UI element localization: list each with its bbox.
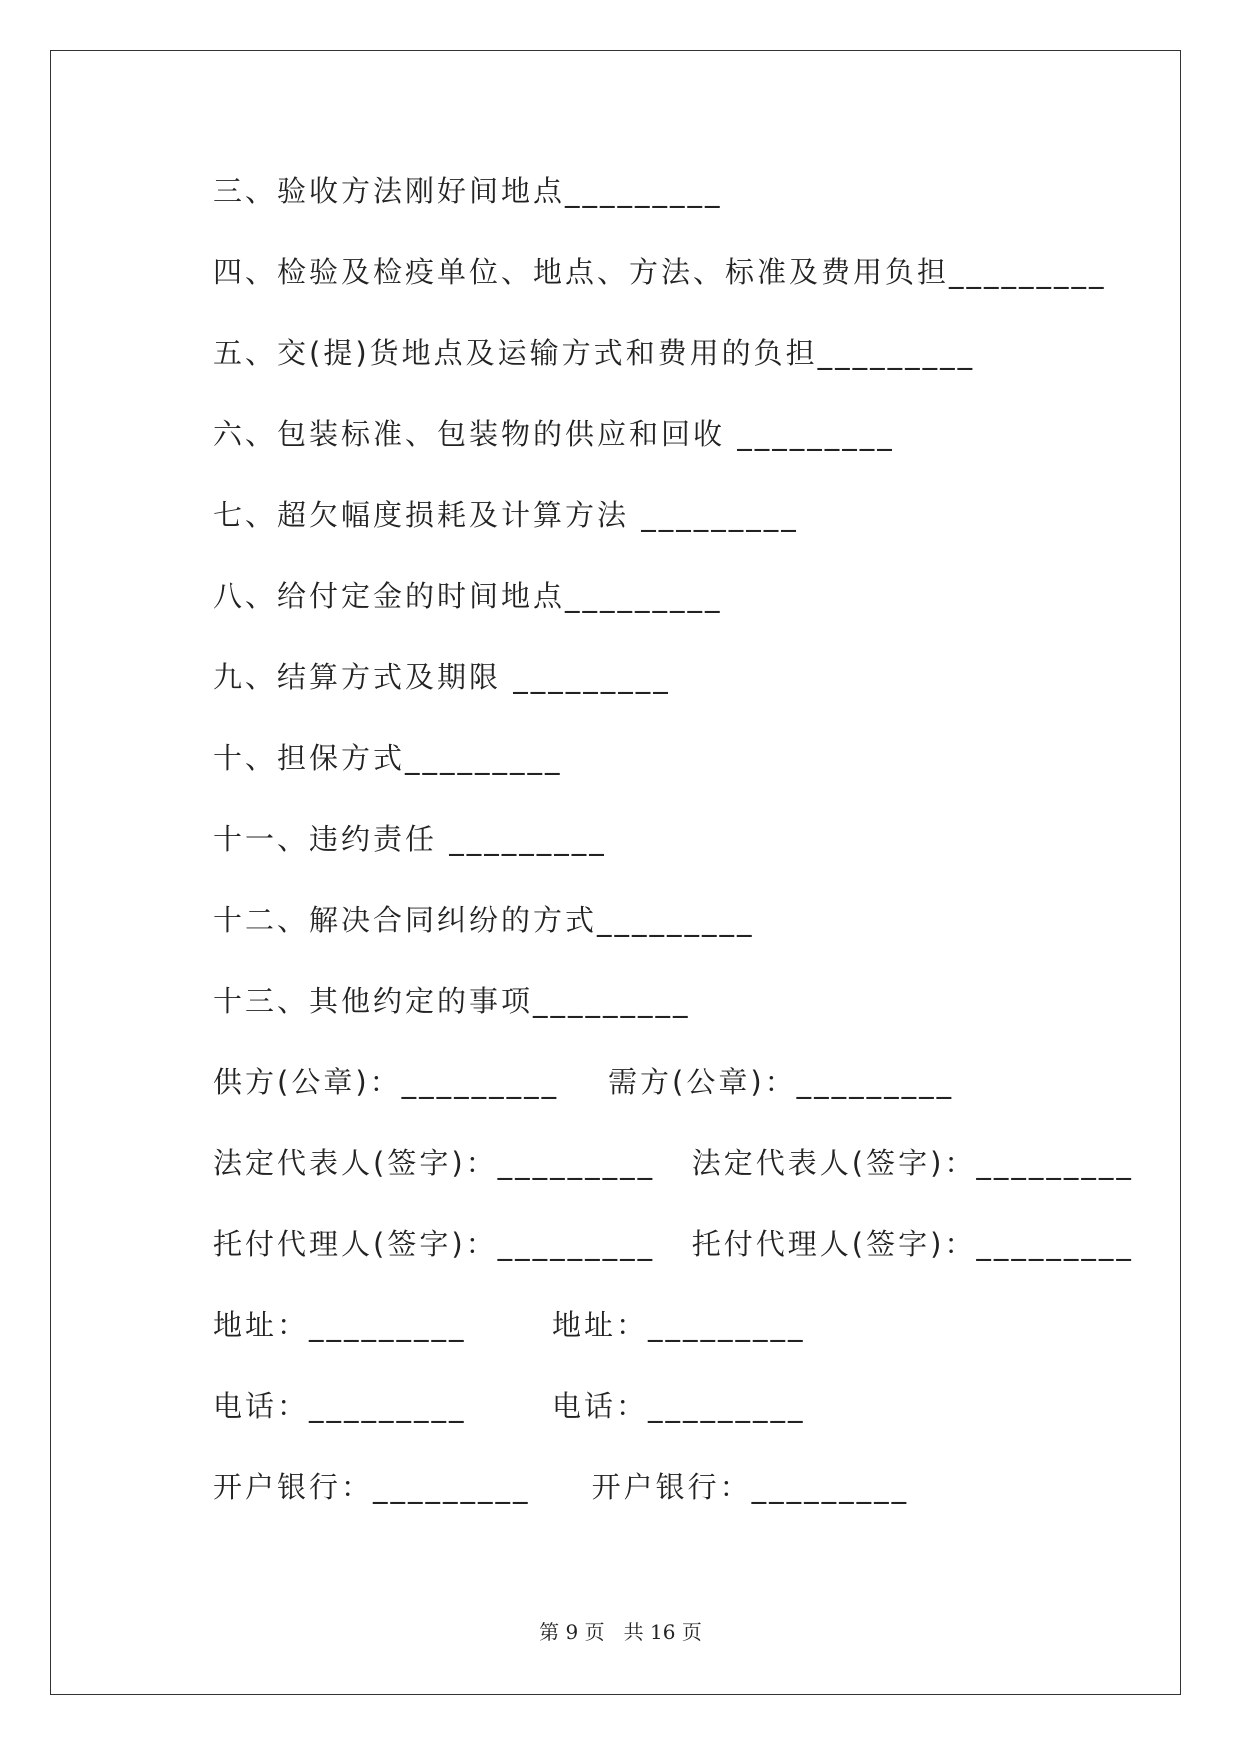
signature-agent-line: 托付代理人(签字)：_________ 托付代理人(签字)：_________ [213, 1227, 1134, 1261]
clause-3-inspection-method: 三、验收方法刚好间地点_________ [213, 174, 723, 208]
signature-seal-line: 供方(公章)：_________ 需方(公章)：_________ [213, 1065, 955, 1099]
clause-9-settlement: 九、结算方式及期限 _________ [213, 660, 671, 694]
clause-11-liability: 十一、违约责任 _________ [213, 822, 607, 856]
clause-12-dispute: 十二、解决合同纠纷的方式_________ [213, 903, 755, 937]
clause-8-deposit: 八、给付定金的时间地点_________ [213, 579, 723, 613]
clause-6-packaging: 六、包装标准、包装物的供应和回收 _________ [213, 417, 895, 451]
clause-5-delivery: 五、交(提)货地点及运输方式和费用的负担_________ [213, 336, 976, 370]
contract-body [213, 166, 1133, 1543]
bank-line: 开户银行：_________ 开户银行：_________ [213, 1470, 910, 1504]
clause-7-loss: 七、超欠幅度损耗及计算方法 _________ [213, 498, 799, 532]
clause-10-guarantee: 十、担保方式_________ [213, 741, 563, 775]
page-number-footer: 第 9 页 共 16 页 [539, 1620, 702, 1644]
phone-line: 电话：_________ 电话：_________ [213, 1389, 806, 1423]
clause-4-quarantine: 四、检验及检疫单位、地点、方法、标准及费用负担_________ [213, 255, 1107, 289]
clause-13-other: 十三、其他约定的事项_________ [213, 984, 691, 1018]
signature-legal-rep-line: 法定代表人(签字)：_________ 法定代表人(签字)：_________ [213, 1146, 1134, 1180]
address-line: 地址：_________ 地址：_________ [213, 1308, 806, 1342]
